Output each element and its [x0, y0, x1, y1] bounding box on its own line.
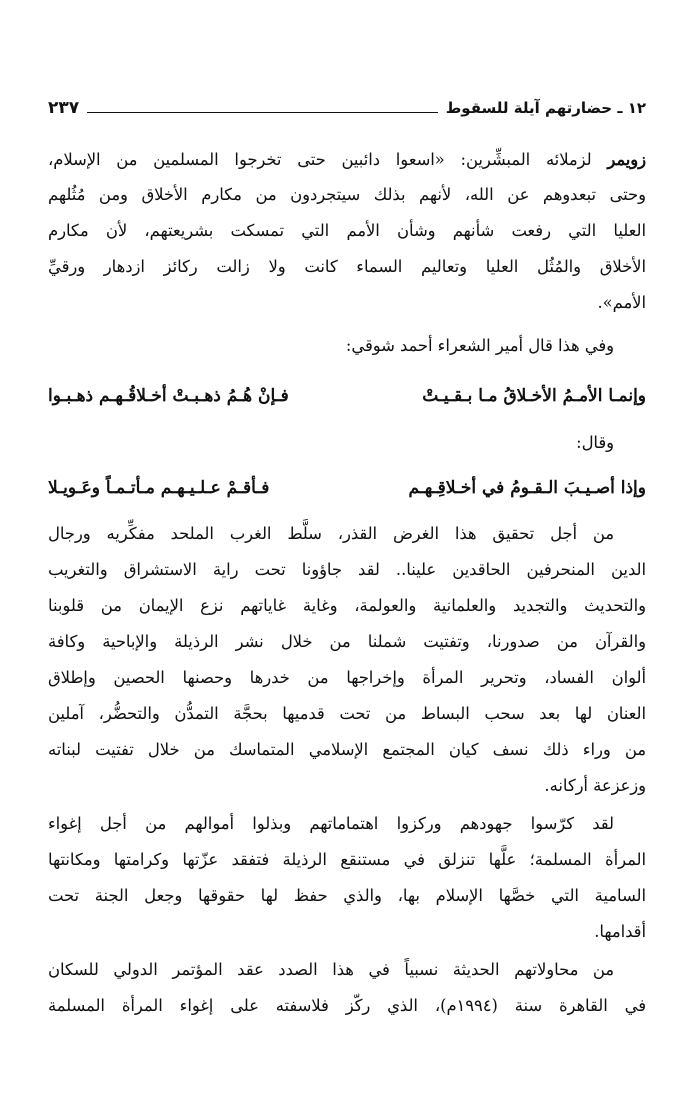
text-line: العنان لها بعد سحب البساط من تحت قدميها بحجَّة التمدُّن والتحضُّر، آملين	[48, 704, 646, 723]
text-line: من محاولاتهم الحديثة نسبياً في هذا الصدد عقد المؤتمر الدولي للسكان	[48, 960, 614, 979]
verse-second-hemistich: فـإنْ هُـمُ ذهـبـتْ أخـلاقُـهـم ذهـبـوا	[48, 386, 289, 406]
text-line: الدين المنحرفين الحاقدين علينا.. لقد جاؤونا تحت راية الاستشراق والتغريب	[48, 560, 646, 579]
text-line: ألوان الفساد، وتحرير المرأة وإخراجها من خدرها وحصنها الحصين وإطلاق	[48, 668, 646, 687]
text-line: وقال:	[576, 433, 614, 452]
text-line: والقرآن من صدورنا، وتفتيت شملنا من خلال نشر الرذيلة والإباحية وكافة	[48, 632, 646, 651]
text-line: الأمم».	[597, 293, 646, 312]
chapter-title: ١٢ ـ حضارتهم آيلة للسقوط	[445, 99, 646, 117]
text-line: وحتى تبعدوهم عن الله، لأنهم بذلك سيتجردون من مكارم الأخلاق ومن مُثُلهم	[48, 185, 646, 204]
poem-verse	[48, 470, 646, 506]
running-header	[48, 88, 646, 118]
verse-second-hemistich: فـأقـمْ عـلـيـهـم مـأتـمـاً وعَـويـلا	[48, 478, 270, 498]
text-line	[48, 143, 646, 177]
text-line: الأخلاق والمُثُل العليا وتعاليم السماء كانت ولا زالت ركائز ازدهار ورقيِّ	[48, 257, 646, 276]
text-line: العليا التي رفعت شأنهم وشأن الأمم التي تمسكت بشريعتهم، لأن مكارم	[48, 221, 646, 240]
name-zwemer: زويمر	[607, 150, 646, 169]
header-rule	[87, 112, 438, 113]
poem-verse	[48, 378, 646, 414]
text-line-content: لزملائه المبشِّرين: «اسعوا دائبين حتى تخرجوا المسلمين من الإسلام،	[48, 150, 608, 169]
page-number: ٢٣٧	[48, 98, 80, 118]
text-line: السامية التي خصَّها الإسلام بها، والذي حفظ لها حقوقها وجعل الجنة تحت	[48, 886, 646, 905]
text-line: من أجل تحقيق هذا الغرض القذر، سلَّط الغرب الملحد مفكِّريه ورجال	[48, 524, 614, 543]
verse-first-hemistich: وإنمـا الأمـمُ الأخـلاقُ مـا بـقـيـتْ	[422, 386, 646, 406]
text-line: وفي هذا قال أمير الشعراء أحمد شوقي:	[345, 336, 614, 355]
text-line: المرأة المسلمة؛ علَّها تنزلق في مستنقع الرذيلة فتفقد عزّتها وكرامتها ومكانتها	[48, 850, 646, 869]
text-line: لقد كرّسوا جهودهم وركزوا اهتماماتهم وبذلوا أموالهم من أجل إغواء	[48, 814, 614, 833]
text-line: أقدامها.	[594, 922, 646, 941]
text-line: في القاهرة سنة (١٩٩٤م)، الذي ركّز فلاسفته على إغواء المرأة المسلمة	[48, 996, 646, 1015]
text-line: والتحديث والتجديد والعلمانية والعولمة، وغاية غاياتهم نزع الإيمان من قلوبنا	[48, 596, 646, 615]
text-line: من وراء ذلك نسف كيان المجتمع الإسلامي المتماسك من خلال تفتيت لبناته	[48, 740, 646, 759]
text-line: وزعزعة أركانه.	[544, 776, 646, 795]
verse-first-hemistich: وإذا أصـيـبَ الـقـومُ في أخـلاقِـهـم	[408, 478, 646, 498]
